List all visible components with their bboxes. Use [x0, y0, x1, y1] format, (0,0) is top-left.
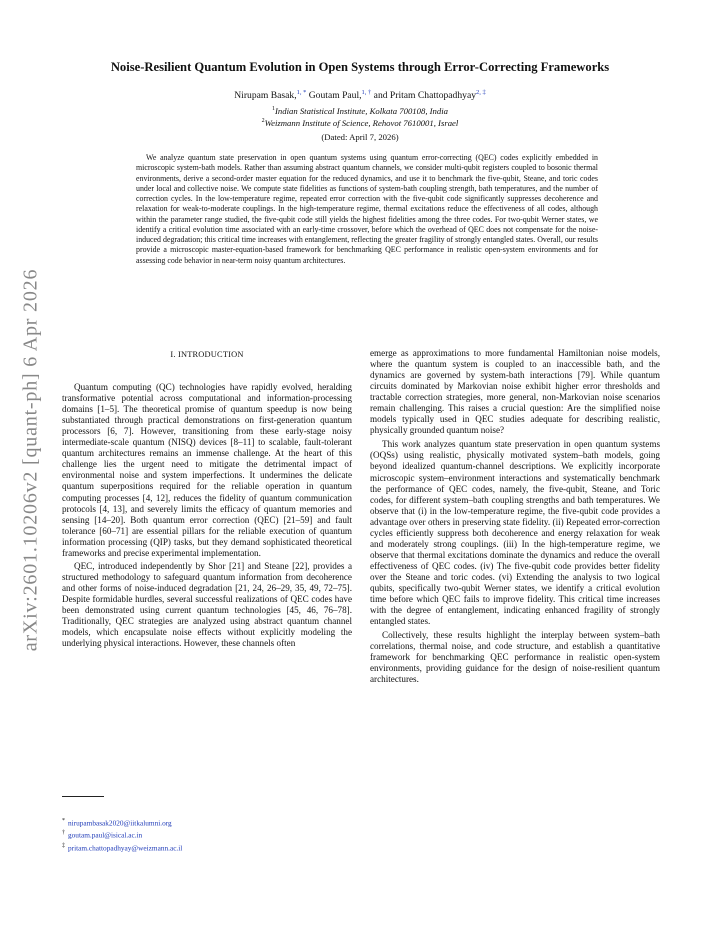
right-column	[370, 348, 660, 685]
arxiv-identifier-stamp	[6, 250, 56, 670]
affiliation-1-num: 1	[271, 106, 275, 113]
date-line: (Dated: April 7, 2026)	[321, 132, 399, 142]
section-heading: I. INTRODUCTION	[170, 350, 244, 359]
footnote-1	[62, 816, 352, 828]
paper-title: Noise-Resilient Quantum Evolution in Open Systems through Error-Correcting Frameworks	[110, 60, 610, 74]
footnote-divider	[62, 796, 104, 797]
author-list	[60, 89, 660, 101]
affiliation-2-num: 2	[261, 118, 265, 125]
affiliation-1-text: Indian Statistical Institute, Kolkata 700108, India	[274, 106, 449, 116]
author-3: and Pritam Chattopadhyay	[371, 90, 476, 102]
abstract: We analyze quantum state preservation in open quantum systems using quantum error-correcting (QEC) codes explicitly embedded in microscopic system-bath models. Rather than assuming abstract quantum channels, we consider multi-qubit registers coupled to bosonic thermal environments, derive a second-order master equation for the reduced dynamics, and use it to benchmark the five-qubit, Steane, and toric codes under local and collective noise. We compute state fidelities as functions of system-bath coupling strength, bath temperatures, and the number of correction cycles. In the low-temperature regime, repeated error correction with the five-qubit code significantly suppresses decoherence and relaxation for weak-to-moderate couplings. In the high-temperature regime, thermal excitations reduce the effectiveness of all codes, although within the parameter range studied, the five-qubit code still yields the highest fidelities among the three codes. For two-qubit Werner states, we identify a critical evolution time associated with an early-time crossover, before which the overhead of QEC does not compensate for the noise-induced degradation; this critical time increases with entanglement, reflecting the greater fragility of strongly entangled states. Overall, our results provide a microscopic master-equation-based framework for benchmarking QEC performance in realistic open-system environments and for assessing code behavior in near-term noisy quantum architectures.	[136, 153, 598, 265]
affiliation-2	[60, 118, 660, 128]
footnote-2-mark: †	[62, 830, 65, 837]
author-2-mark[interactable]: 1, †	[361, 89, 372, 96]
left-column	[62, 349, 352, 649]
author-1-mark[interactable]: 1, *	[296, 89, 307, 96]
intro-paragraph-1: Quantum computing (QC) technologies have rapidly evolved, heralding transformative potential across computational and information-processing domains [1–5]. The theoretical promise of quantum speedup is now being substantiated through practical demonstrations on first-generation quantum processors [6, 7]. However, transitioning from these early-stage noisy intermediate-scale quantum (NISQ) devices [8–11] to scalable, fault-tolerant quantum architectures remains an immense challenge. At the heart of this challenge lies the urgent need to mitigate the detrimental impact of environmental noise and system imperfections. It undermines the delicate quantum superpositions required for the reliable operation in quantum computing processes [4, 12], reduces the fidelity of quantum communication protocols [4, 13], and severely limits the efficacy of quantum memories and sensing [14–20]. Both quantum error correction (QEC) [21–59] and fault tolerance [60–71] are essential pillars for the reliable execution of quantum information processing (QIP) tasks, but they demand sophisticated theoretical frameworks and precise experimental implementation.	[62, 382, 352, 558]
footnote-3	[62, 841, 352, 853]
footnote-3-mark: ‡	[62, 842, 65, 849]
footnote-1-mark: *	[62, 818, 65, 824]
footnote-3-email[interactable]: pritam.chattopadhyay@weizmann.ac.il	[68, 843, 183, 853]
footnote-2-email[interactable]: goutam.paul@isical.ac.in	[68, 830, 143, 840]
intro-paragraph-2: QEC, introduced independently by Shor [21] and Steane [22], provides a structured methodology to safeguard quantum information from decoherence and other forms of noise-induced degradation [21, 24, 26–29, 35, 49, 72–75]. Despite formidable hurdles, several successful realizations of QEC codes have been demonstrated using current quantum technologies [45, 46, 76–78]. Traditionally, QEC strategies are analyzed using abstract quantum channel models, which encapsulate noise effects without explicitly modeling the underlying physical interactions. However, these channels often	[62, 560, 352, 649]
arxiv-id-text: arXiv:2601.10206v2 [quant-ph] 6 Apr 2026	[19, 268, 42, 652]
author-2: Goutam Paul,	[306, 90, 362, 102]
footnote-1-email[interactable]: nirupambasak2020@iitkalumni.org	[68, 818, 172, 828]
intro-paragraph-5: Collectively, these results highlight the interplay between system–bath correlations, thermal noise, and code structure, and establish a quantitative framework for benchmarking QEC performance in realistic open-system environments, providing guidance for the design of noise-resilient quantum architectures.	[370, 630, 660, 685]
affiliation-1	[60, 106, 660, 116]
affiliation-2-text: Weizmann Institute of Science, Rehovot 7610001, Israel	[264, 118, 459, 128]
footnotes	[62, 816, 352, 853]
intro-paragraph-3: emerge as approximations to more fundamental Hamiltonian noise models, where the quantum system is coupled to an inaccessible bath, and the dynamics are governed by system-bath interactions [79]. While quantum circuits dominated by Markovian noise exhibit higher error thresholds and tractable correction strategies, more general, non-Markovian noise scenarios remain challenging. This raises a crucial question: Are the simplified noise models typically used in QEC studies adequate for describing realistic, physically grounded quantum noise?	[370, 348, 660, 436]
intro-paragraph-4: This work analyzes quantum state preservation in open quantum systems (OQSs) using realistic, physically motivated system–bath models, going beyond idealized quantum-channel descriptions. We explicitly incorporate microscopic system–environment interactions and systematically benchmark the performance of QEC codes, namely, the five-qubit, Steane, and Toric codes, for different system–bath coupling strengths and bath temperatures. We observe that (i) in the low-temperature regime, the five-qubit code provides a advantage over others in preserving state fidelity. (ii) Repeated error-correction cycles efficiently suppress both decoherence and energy relaxation for weak and moderately strong couplings. (iii) In the high-temperature regime, we observe that thermal excitations dominate the dynamics and reduce the overall effectiveness of QEC codes. (iv) The five-qubit code provides better fidelity over the Steane and toric codes. (vi) Extending the analysis to two logical qubits, specifically two-qubit Werner states, we identify a critical evolution time before which QEC fails to improve fidelity. This critical time increases with the degree of entanglement, indicating enhanced fragility of strongly entangled states.	[370, 439, 660, 627]
author-3-mark[interactable]: 2, ‡	[476, 89, 486, 96]
footnote-2	[62, 828, 352, 840]
author-1: Nirupam Basak,	[234, 90, 297, 102]
